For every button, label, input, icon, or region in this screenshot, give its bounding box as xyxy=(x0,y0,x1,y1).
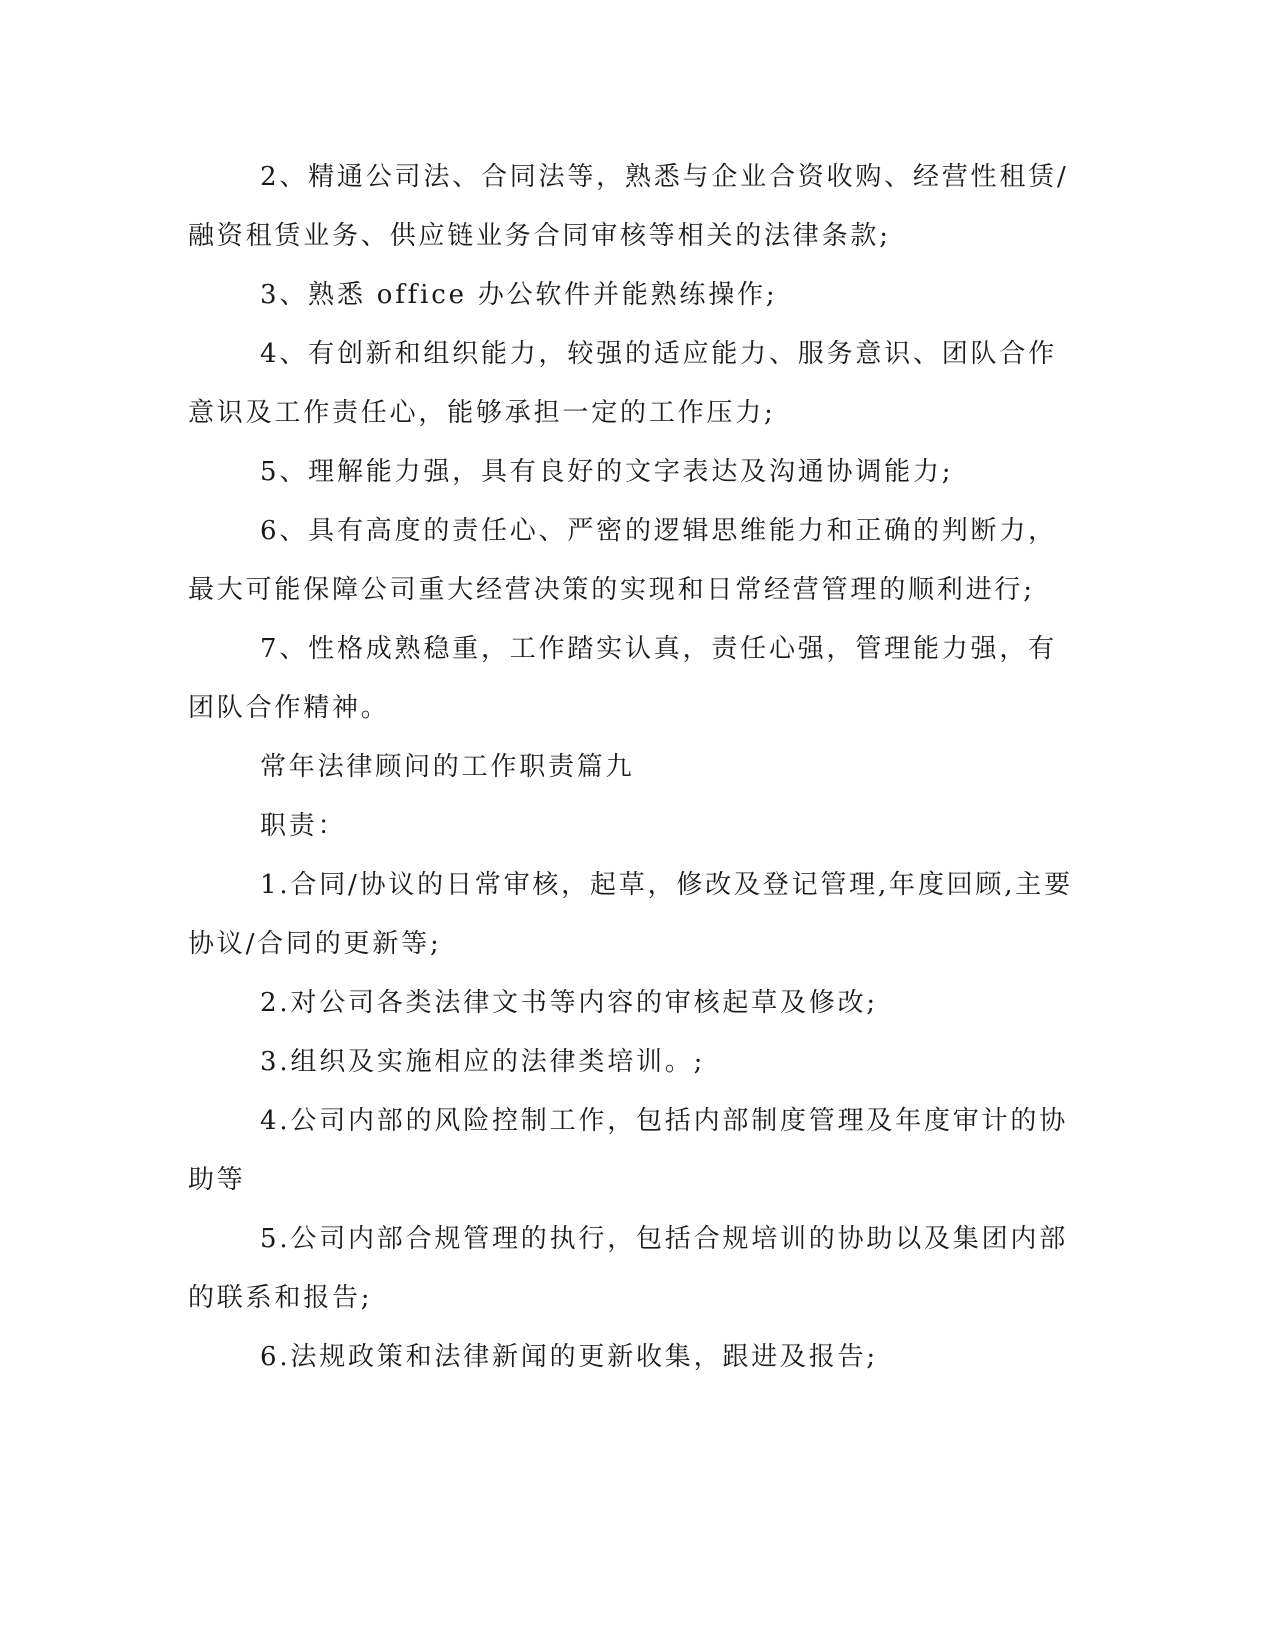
paragraph-line: 5.公司内部合规管理的执行，包括合规培训的协助以及集团内部 xyxy=(260,1224,1069,1254)
section-heading: 常年法律顾问的工作职责篇九 xyxy=(260,752,635,782)
paragraph-line: 6、具有高度的责任心、严密的逻辑思维能力和正确的判断力， xyxy=(260,516,1057,546)
paragraph-line: 2.对公司各类法律文书等内容的审核起草及修改; xyxy=(260,988,878,1018)
paragraph-line: 1.合同/协议的日常审核，起草，修改及登记管理,年度回顾,主要 xyxy=(260,870,1073,900)
paragraph-line: 协议/合同的更新等; xyxy=(188,929,442,959)
paragraph-line: 4.公司内部的风险控制工作，包括内部制度管理及年度审计的协 xyxy=(260,1106,1069,1136)
paragraph-line: 3、熟悉 office 办公软件并能熟练操作; xyxy=(260,280,778,310)
paragraph-line: 最大可能保障公司重大经营决策的实现和日常经营管理的顺利进行; xyxy=(188,575,1035,605)
paragraph-line: 助等 xyxy=(188,1165,246,1195)
paragraph-line: 意识及工作责任心，能够承担一定的工作压力; xyxy=(188,398,776,428)
paragraph-line: 2、精通公司法、合同法等，熟悉与企业合资收购、经营性租赁/ xyxy=(260,162,1069,192)
paragraph-line: 的联系和报告; xyxy=(188,1283,373,1313)
paragraph-line: 3.组织及实施相应的法律类培训。; xyxy=(260,1047,706,1077)
paragraph-line: 职责： xyxy=(260,811,347,841)
paragraph-line: 5、理解能力强，具有良好的文字表达及沟通协调能力; xyxy=(260,457,954,487)
paragraph-line: 4、有创新和组织能力，较强的适应能力、服务意识、团队合作 xyxy=(260,339,1057,369)
paragraph-line: 6.法规政策和法律新闻的更新收集，跟进及报告; xyxy=(260,1342,878,1372)
paragraph-line: 7、性格成熟稳重，工作踏实认真，责任心强，管理能力强，有 xyxy=(260,634,1057,664)
paragraph-line: 团队合作精神。 xyxy=(188,693,390,723)
paragraph-line: 融资租赁业务、供应链业务合同审核等相关的法律条款; xyxy=(188,221,891,251)
